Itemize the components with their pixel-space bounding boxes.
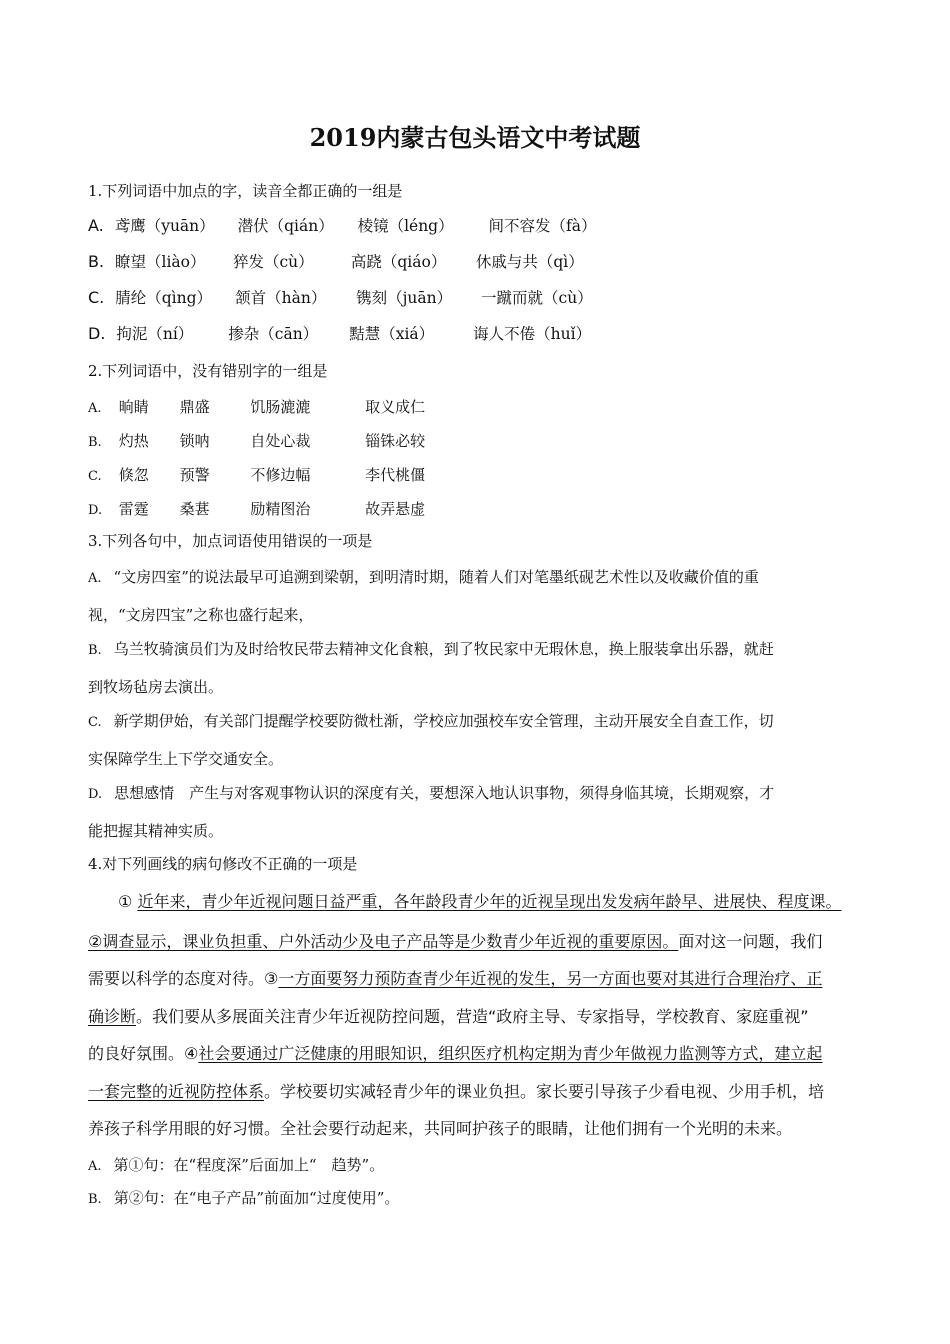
option-letter: C. bbox=[88, 469, 102, 484]
q4-option-b[interactable] bbox=[88, 1187, 863, 1208]
option-text: 第①句：在“程度深”后面加上“ 趋势”。 bbox=[113, 1156, 385, 1174]
option-word: 鼎盛 bbox=[179, 398, 210, 416]
q1-option-c[interactable] bbox=[88, 286, 593, 308]
option-word: 故弄悬虚 bbox=[365, 500, 426, 518]
option-item: 诲人不倦（huǐ） bbox=[473, 325, 592, 343]
q2-option-c[interactable] bbox=[88, 464, 425, 485]
question-1-stem: 1.下列词语中加点的字，读音全都正确的一组是 bbox=[88, 182, 403, 200]
option-word: 晌睛 bbox=[118, 398, 149, 416]
q2-option-a[interactable] bbox=[88, 396, 425, 417]
passage-line-4 bbox=[88, 1004, 863, 1027]
option-word: 取义成仁 bbox=[365, 398, 426, 416]
option-item: 瞭望（liào） bbox=[115, 253, 206, 271]
option-text: “文房四室”的说法最早可追溯到梁朝，到明清时期，随着人们对笔墨纸砚艺术性以及收藏价值的重 bbox=[113, 568, 759, 586]
q3-option-b-line1[interactable] bbox=[88, 638, 863, 659]
option-letter: B. bbox=[88, 1192, 102, 1207]
q1-option-a[interactable] bbox=[88, 214, 596, 236]
passage-text: 的良好氛围。④ bbox=[88, 1044, 199, 1063]
passage-line-3 bbox=[88, 966, 863, 989]
sentence-marker: ① bbox=[118, 892, 138, 911]
q3-option-d-line1[interactable] bbox=[88, 782, 863, 803]
q4-option-a[interactable] bbox=[88, 1154, 863, 1175]
underlined-sentence-3: 一方面要努力预防查青少年近视的发生，另一方面也要对其进行合理治疗、正 bbox=[278, 969, 823, 988]
option-letter: D. bbox=[88, 503, 103, 518]
option-word: 锱铢必较 bbox=[365, 432, 426, 450]
option-word: 不修边幅 bbox=[250, 466, 311, 484]
option-word: 李代桃僵 bbox=[365, 466, 426, 484]
option-letter: A. bbox=[88, 401, 102, 416]
option-item: 腈纶（qìng） bbox=[115, 289, 212, 307]
option-item: 拘泥（ní） bbox=[116, 325, 194, 343]
q3-option-a-line2: 视，“文房四宝”之称也盛行起来， bbox=[88, 606, 314, 624]
option-item: 潜伏（qián） bbox=[237, 217, 334, 235]
passage-line-1 bbox=[118, 889, 893, 912]
q2-option-d[interactable] bbox=[88, 498, 425, 519]
option-letter: C. bbox=[88, 715, 102, 730]
option-item: 猝发（cù） bbox=[232, 253, 314, 271]
passage-text: 面对这一问题，我们 bbox=[678, 932, 823, 951]
passage-text: 。我们要从多展面关注青少年近视防控问题，营造“政府主导、专家指导，学校教育、家庭重视” bbox=[136, 1007, 809, 1026]
q2-option-b[interactable] bbox=[88, 430, 425, 451]
option-item: 间不容发（fà） bbox=[488, 217, 597, 235]
q3-option-c-line2: 实保障学生上下学交通安全。 bbox=[88, 750, 284, 768]
passage-line-2 bbox=[88, 929, 863, 952]
option-letter: A. bbox=[88, 1159, 102, 1174]
question-3-stem: 3.下列各句中，加点词语使用错误的一项是 bbox=[88, 532, 373, 550]
option-word: 预警 bbox=[179, 466, 210, 484]
underlined-sentence-4: 社会要通过广泛健康的用眼知识，组织医疗机构定期为青少年做视力监测等方式，建立起 bbox=[198, 1044, 823, 1063]
q3-option-b-line2: 到牧场毡房去演出。 bbox=[88, 678, 224, 696]
option-letter: D. bbox=[88, 324, 106, 343]
passage-text: 需要以科学的态度对待。③ bbox=[88, 969, 279, 988]
option-text: 乌兰牧骑演员们为及时给牧民带去精神文化食粮，到了牧民家中无瑕休息，换上服装拿出乐器，就赶 bbox=[113, 640, 774, 658]
underlined-sentence-3-end: 确诊断 bbox=[88, 1007, 137, 1026]
q1-option-d[interactable] bbox=[88, 322, 591, 344]
underlined-sentence-1: 近年来，青少年近视问题日益严重，各年龄段青少年的近视呈现出发发病年龄早、进展快、程度课。 bbox=[137, 892, 842, 911]
option-letter: B. bbox=[88, 252, 105, 271]
option-word: 锁呐 bbox=[179, 432, 210, 450]
option-word: 倏忽 bbox=[118, 466, 149, 484]
option-letter: A. bbox=[88, 216, 104, 235]
option-word: 励精图治 bbox=[250, 500, 311, 518]
option-item: 掺杂（cān） bbox=[228, 325, 319, 343]
q3-option-d-line2: 能把握其精神实质。 bbox=[88, 822, 224, 840]
question-2-stem: 2.下列词语中，没有错别字的一组是 bbox=[88, 362, 328, 380]
underlined-sentence-4-end: 一套完整的近视防控体系 bbox=[88, 1082, 265, 1101]
option-word: 自处心裁 bbox=[250, 432, 311, 450]
option-word: 饥肠漉漉 bbox=[250, 398, 311, 416]
option-text: 新学期伊始，有关部门提醒学校要防微杜渐，学校应加强校车安全管理，主动开展安全自查工作，切 bbox=[113, 712, 774, 730]
passage-line-6 bbox=[88, 1079, 863, 1102]
option-word: 桑葚 bbox=[179, 500, 210, 518]
option-letter: B. bbox=[88, 435, 102, 450]
page-title: 2019内蒙古包头语文中考试题 bbox=[309, 123, 641, 152]
option-text: 思想感情 产生与对客观事物认识的深度有关，要想深入地认识事物，须得身临其境，长期观察，才 bbox=[114, 784, 775, 802]
option-item: 休戚与共（qì） bbox=[475, 253, 584, 271]
option-letter: B. bbox=[88, 643, 102, 658]
option-item: 颔首（hàn） bbox=[235, 289, 327, 307]
option-letter: C. bbox=[88, 288, 105, 307]
option-text: 第②句：在“电子产品”前面加“过度使用”。 bbox=[113, 1189, 400, 1207]
passage-text: 。学校要切实减轻青少年的课业负担。家长要引导孩子少看电视、少用手机，培 bbox=[264, 1082, 825, 1101]
option-letter: A. bbox=[88, 571, 102, 586]
option-item: 黠慧（xiá） bbox=[349, 325, 435, 343]
underlined-sentence-2: ②调查显示，课业负担重、户外活动少及电子产品等是少数青少年近视的重要原因。 bbox=[88, 932, 679, 951]
option-word: 灼热 bbox=[118, 432, 149, 450]
option-word: 雷霆 bbox=[118, 500, 149, 518]
option-item: 棱镜（léng） bbox=[357, 217, 454, 235]
q3-option-a-line1[interactable] bbox=[88, 566, 863, 587]
question-4-stem: 4.对下列画线的病句修改不正确的一项是 bbox=[88, 855, 358, 873]
option-item: 一蹴而就（cù） bbox=[481, 289, 593, 307]
q1-option-b[interactable] bbox=[88, 250, 584, 272]
q3-option-c-line1[interactable] bbox=[88, 710, 863, 731]
option-item: 高跷（qiáo） bbox=[350, 253, 447, 271]
option-letter: D. bbox=[88, 787, 103, 802]
option-item: 镌刻（juān） bbox=[356, 289, 453, 307]
passage-line-7: 养孩子科学用眼的好习惯。全社会要行动起来，共同呵护孩子的眼睛，让他们拥有一个光明的未来。 bbox=[88, 1119, 793, 1138]
option-item: 鸢鹰（yuān） bbox=[114, 217, 215, 235]
passage-line-5 bbox=[88, 1041, 863, 1064]
